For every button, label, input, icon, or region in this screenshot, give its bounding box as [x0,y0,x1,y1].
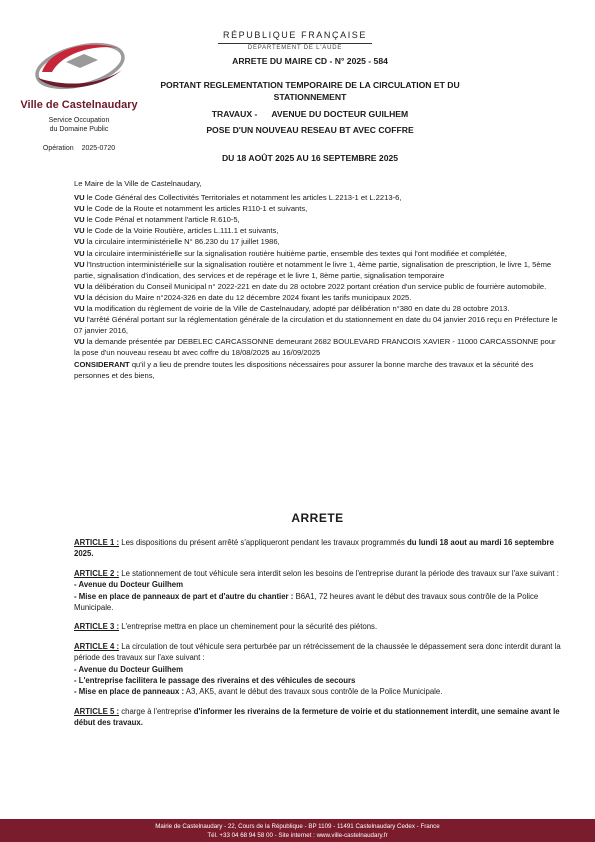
article-1: ARTICLE 1 : Les dispositions du présent arrêté s'appliqueront pendant les travaux programmés du lundi 18 aout au mardi 16 septembre 2025. [74,538,554,559]
consideration: VU le Code de la Voirie Routière, articles L.111.1 et suivants, [74,226,279,236]
consideration: VU le Code Général des Collectivités Territoriales et notamment les articles L.2213-1 et L.2213-6, [74,193,402,203]
operation-number: Opération 2025-0720 [42,145,116,152]
works-description: POSE D'UN NOUVEAU RESEAU BT AVEC COFFRE [206,125,414,135]
consideration: VU l'Instruction interministérielle sur la signalisation routière et notamment le livre 1, 4ème partie, signalisation de prescription, le livre 1, 5ème partie, signalisation d'indication, des services et de repérage et le livre 1, 8ème partie, signalisation temporaire [74,259,552,280]
consideration: VU la modification du règlement de voirie de la Ville de Castelnaudary, adopté par délibération n°380 en date du 28 octobre 2013. [74,304,510,314]
footer-address: Mairie de Castelnaudary - 22, Cours de la République - BP 1109 - 11491 Castelnaudary Cedex - France [155,823,440,830]
consideration: CONSIDERANT qu'il y a lieu de prendre toutes les dispositions nécessaires pour assurer la bonne marche des travaux et la sécurité des personnes et des biens, [74,359,534,380]
article-5: ARTICLE 5 : charge à l'entreprise d'informer les riverains de la fermeture de voirie et du stationnement interdit, une semaine avant le début des travaux. [74,706,560,728]
consideration: VU l'arrêté Général portant sur la réglementation générale de la circulation et du stationnement en date du 04 janvier 2016 reçu en Préfecture le 07 janvier 2016, [74,315,558,336]
arrete-number: ARRETE DU MAIRE CD - N° 2025 - 584 [232,56,388,66]
article-4: ARTICLE 4 : La circulation de tout véhicule sera perturbée par un rétrécissement de la chaussée le dépassement sera donc interdit durant la période des travaux sur l'axe suivant : - Avenue du Docteur Guilhem - L'entreprise facilitera le passage des riverains et des véhicules de secours - Mise en place de panneaux : A3, AK5, avant le début des travaux sous contrôle de la Police Municipale. [74,641,561,697]
consideration: VU la délibération du Conseil Municipal n° 2022-221 en date du 28 octobre 2022 portant création d'un service public de fourrière automobile. [74,281,547,291]
consideration: VU la circulaire interministérielle sur la signalisation routière huitième partie, ensemble des textes qui l'ont modifiée et complétée, [74,248,507,258]
departement-line: DÉPARTEMENT DE L'AUDE [247,45,343,51]
articles-block [74,537,561,737]
travaux-line: TRAVAUX - AVENUE DU DOCTEUR GUILHEM [211,109,409,119]
arrete-title: ARRETE [291,511,344,525]
works-dates: DU 18 AOÛT 2025 AU 16 SEPTEMBRE 2025 [221,153,399,163]
article-3: ARTICLE 3 : L'entreprise mettra en place un cheminement pour la sécurité des piétons. [74,622,378,632]
article-2: ARTICLE 2 : Le stationnement de tout véhicule sera interdit selon les besoins de l'entreprise durant la période des travaux sur l'axe suivant : - Avenue du Docteur Guilhem - Mise en place de panneaux de part et d'autre du chantier : B6A1, 72 heures avant le début des travaux sous contrôle de la Police Municipale. [74,568,559,613]
consideration: VU la décision du Maire n°2024-326 en date du 12 décembre 2024 fixant les tarifs municipaux 2025. [74,292,412,302]
city-name: Ville de Castelnaudary [20,99,138,111]
page-footer [0,819,595,842]
consideration: VU la demande présentée par DEBELEC CARCASSONNE demeurant 2682 BOULEVARD FRANCOIS XAVIER - 11000 CARCASSONNE pour la pose d'un nouveau reseau bt avec coffre du 18/08/2025 au 16/09/2025 [74,337,556,358]
maire-line: Le Maire de la Ville de Castelnaudary, [74,179,202,188]
city-logo [22,32,134,100]
republique-heading: RÉPUBLIQUE FRANÇAISE [222,30,368,40]
consideration: VU le Code de la Route et notamment les articles R110-1 et suivants, [74,204,308,214]
heading-divider [218,43,372,44]
arrete-subject: PORTANT REGLEMENTATION TEMPORAIRE DE LA CIRCULATION ET DU STATIONNEMENT [160,80,460,102]
consideration: VU la circulaire interministérielle N° 86.230 du 17 juillet 1986, [74,237,280,247]
service-name: Service Occupation du Domaine Public [48,117,110,133]
consideration: VU le Code Pénal et notamment l'article R.610-5, [74,215,240,225]
footer-contact: Tél. +33 04 68 94 58 00 - Site internet : www.ville-castelnaudary.fr [207,832,388,839]
considerations-block [74,178,561,381]
